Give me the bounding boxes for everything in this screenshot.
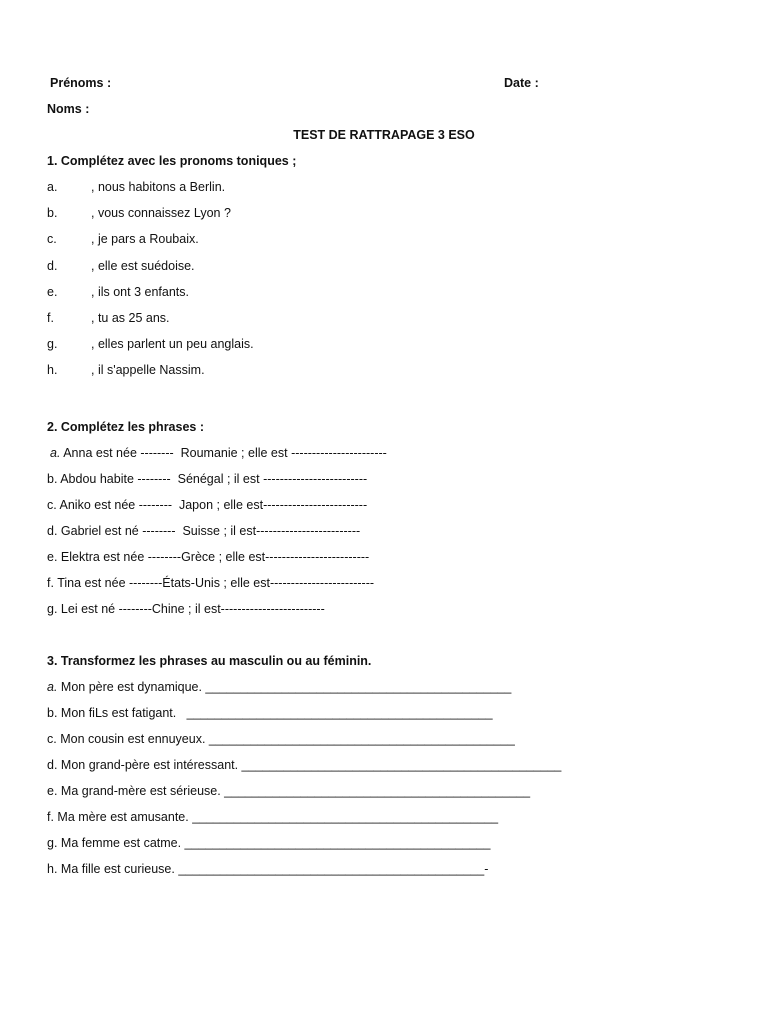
section2-item-c — [47, 498, 367, 512]
date-label: Date : — [504, 76, 539, 90]
item-letter: f. — [47, 810, 54, 824]
item-text: , nous habitons a Berlin. — [91, 180, 226, 194]
item-letter: b. — [47, 472, 58, 486]
item-letter: d. — [47, 524, 58, 538]
item-text: Elektra est née --------Grèce ; elle est------------------------- — [57, 550, 370, 564]
item-text: Ma fille est curieuse. ____________________________________________- — [57, 862, 489, 876]
section1-item-e — [47, 285, 189, 299]
item-letter: c. — [47, 732, 57, 746]
item-text: , tu as 25 ans. — [91, 311, 170, 325]
item-text: Tina est née --------États-Unis ; elle est------------------------- — [53, 576, 375, 590]
item-letter: h. — [47, 862, 58, 876]
section1-item-b — [47, 206, 231, 220]
item-letter: a. — [50, 446, 61, 460]
item-letter: b. — [47, 206, 58, 220]
item-text: Abdou habite -------- Sénégal ; il est ------------------------- — [57, 472, 368, 486]
item-text: , elles parlent un peu anglais. — [91, 337, 254, 351]
section1-item-c — [47, 232, 199, 246]
section3-item-c — [47, 732, 515, 746]
section3-item-e — [47, 784, 530, 798]
section1-item-f — [47, 311, 170, 325]
item-text: Aniko est née -------- Japon ; elle est------------------------- — [56, 498, 368, 512]
item-letter: b. — [47, 706, 58, 720]
section1-item-g — [47, 337, 254, 351]
section1-heading: 1. Complétez avec les pronoms toniques ; — [47, 154, 297, 168]
item-text: Ma mère est amusante. ____________________________________________ — [53, 810, 499, 824]
item-letter: h. — [47, 363, 58, 377]
section2-item-g — [47, 602, 325, 616]
item-text: , elle est suédoise. — [91, 259, 195, 273]
item-text: Gabriel est né -------- Suisse ; il est------------------------- — [57, 524, 361, 538]
item-letter: f. — [47, 311, 54, 325]
noms-label: Noms : — [47, 102, 90, 116]
item-letter: f. — [47, 576, 54, 590]
section2-heading: 2. Complétez les phrases : — [47, 420, 205, 434]
item-letter: a. — [47, 180, 58, 194]
section3-item-b — [47, 706, 493, 720]
item-text: , vous connaissez Lyon ? — [91, 206, 231, 220]
section3-item-a — [47, 680, 511, 694]
item-text: Mon père est dynamique. ____________________________________________ — [57, 680, 512, 694]
item-letter: g. — [47, 836, 58, 850]
section1-item-h — [47, 363, 205, 377]
item-text: Anna est née -------- Roumanie ; elle est ----------------------- — [60, 446, 387, 460]
item-letter: d. — [47, 259, 58, 273]
item-letter: e. — [47, 285, 58, 299]
section1-item-d — [47, 259, 195, 273]
item-letter: g. — [47, 337, 58, 351]
item-text: Ma grand-mère est sérieuse. ____________________________________________ — [57, 784, 531, 798]
section2-item-f — [47, 576, 374, 590]
section3-item-h — [47, 862, 488, 876]
item-letter: e. — [47, 550, 58, 564]
item-text: , il s'appelle Nassim. — [91, 363, 205, 377]
item-letter: d. — [47, 758, 58, 772]
item-text: Mon grand-père est intéressant. ______________________________________________ — [57, 758, 562, 772]
item-text: Mon fiLs est fatigant. ____________________________________________ — [57, 706, 493, 720]
item-letter: c. — [47, 498, 57, 512]
item-text: Lei est né --------Chine ; il est------------------------- — [57, 602, 325, 616]
section2-item-e — [47, 550, 369, 564]
item-text: Mon cousin est ennuyeux. ____________________________________________ — [56, 732, 515, 746]
prenoms-label: Prénoms : — [50, 76, 112, 90]
page-title: TEST DE RATTRAPAGE 3 ESO — [293, 128, 475, 142]
section2-item-b — [47, 472, 367, 486]
section1-item-a — [47, 180, 225, 194]
item-letter: g. — [47, 602, 58, 616]
section3-item-f — [47, 810, 498, 824]
section3-heading: 3. Transformez les phrases au masculin ou au féminin. — [47, 654, 372, 668]
item-text: , je pars a Roubaix. — [91, 232, 199, 246]
section2-item-d — [47, 524, 360, 538]
section2-item-a — [50, 446, 387, 460]
item-letter: a. — [47, 680, 58, 694]
item-letter: e. — [47, 784, 58, 798]
section3-item-d — [47, 758, 561, 772]
item-letter: c. — [47, 232, 57, 246]
item-text: Ma femme est catme. ____________________________________________ — [57, 836, 491, 850]
item-text: , ils ont 3 enfants. — [91, 285, 189, 299]
section3-item-g — [47, 836, 490, 850]
